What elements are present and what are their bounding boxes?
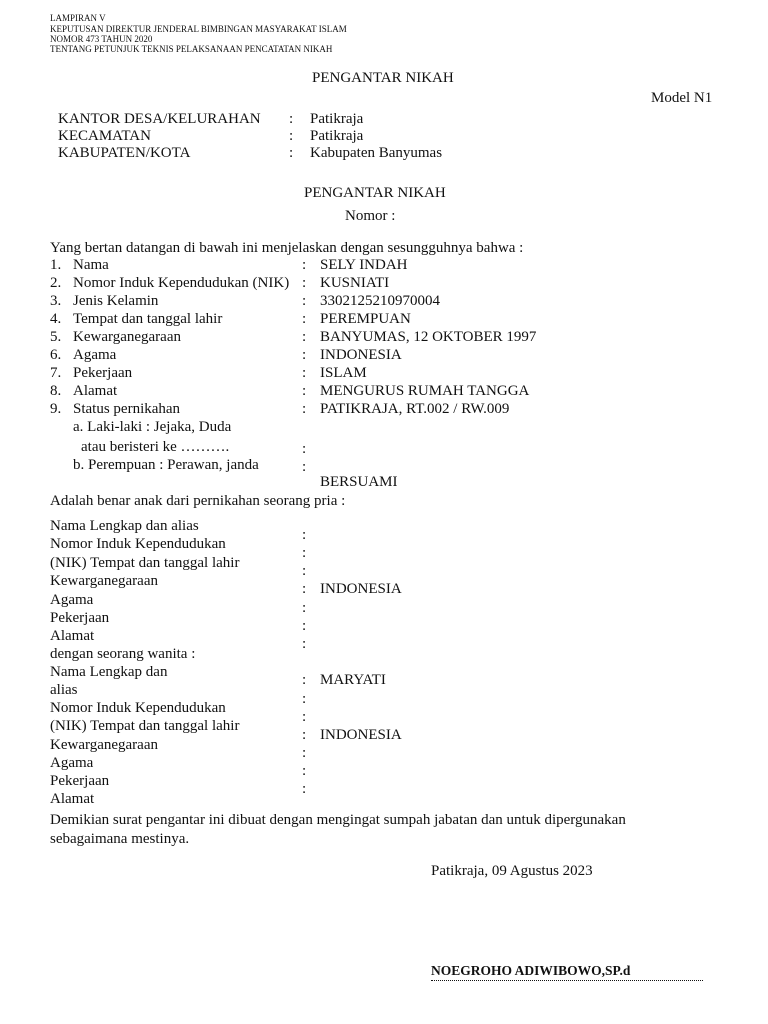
subject-colon: : (302, 293, 307, 309)
subject-value-gender: 3302125210970004 (320, 293, 440, 309)
subject-num: 2. (50, 275, 62, 291)
mother-nationality-value: INDONESIA (320, 727, 402, 743)
office-colon: : (289, 128, 294, 144)
mother-label: Nomor Induk Kependudukan (50, 700, 226, 716)
subject-value-occupation: ISLAM (320, 365, 367, 381)
subject-colon: : (302, 459, 307, 475)
father-label: (NIK) Tempat dan tanggal lahir (50, 555, 240, 571)
father-label: Agama (50, 592, 94, 608)
subject-label-birth: Tempat dan tanggal lahir (73, 311, 223, 327)
father-nationality-value: INDONESIA (320, 581, 402, 597)
mother-label: Pekerjaan (50, 773, 110, 789)
model-label: Model N1 (651, 90, 713, 106)
marital-sub-b: b. Perempuan : Perawan, janda (73, 457, 259, 473)
mother-colon: : (302, 763, 307, 779)
father-colon: : (302, 563, 307, 579)
header-line-3: NOMOR 473 TAHUN 2020 (50, 34, 153, 44)
signatory-name: NOEGROHO ADIWIBOWO,SP.d (431, 963, 703, 981)
mother-colon: : (302, 727, 307, 743)
subject-num: 7. (50, 365, 62, 381)
father-colon: : (302, 545, 307, 561)
subject-value-nationality: BANYUMAS, 12 OKTOBER 1997 (320, 329, 537, 345)
office-value-desa: Patikraja (310, 111, 364, 127)
subject-label-nama: Nama (73, 257, 109, 273)
header-line-4: TENTANG PETUNJUK TEKNIS PELAKSANAAN PENCATATAN NIKAH (50, 44, 333, 54)
mother-label: alias (50, 682, 78, 698)
subject-label-nik: Nomor Induk Kependudukan (NIK) (73, 275, 290, 291)
subject-colon: : (302, 441, 307, 457)
marital-status-value: BERSUAMI (320, 474, 398, 490)
header-line-1: LAMPIRAN V (50, 13, 106, 23)
subject-colon: : (302, 347, 307, 363)
subject-colon: : (302, 401, 307, 417)
subject-colon: : (302, 311, 307, 327)
parent-intro: Adalah benar anak dari pernikahan seorang pria : (50, 493, 346, 509)
mother-colon: : (302, 781, 307, 797)
office-colon: : (289, 111, 294, 127)
mother-label: Alamat (50, 791, 95, 807)
mother-colon: : (302, 672, 307, 688)
subject-num: 4. (50, 311, 62, 327)
office-value-kecamatan: Patikraja (310, 128, 364, 144)
subject-colon: : (302, 329, 307, 345)
mother-colon: : (302, 709, 307, 725)
intro-text: Yang bertan datangan di bawah ini menjelaskan dengan sesungguhnya bahwa : (50, 240, 524, 256)
subject-colon: : (302, 275, 307, 291)
father-label: Alamat (50, 628, 95, 644)
subject-num: 6. (50, 347, 62, 363)
subject-label-marital: Status pernikahan (73, 401, 181, 417)
office-label-desa: KANTOR DESA/KELURAHAN (58, 111, 261, 127)
place-date: Patikraja, 09 Agustus 2023 (431, 863, 593, 879)
document-title-top: PENGANTAR NIKAH (312, 70, 454, 86)
subject-colon: : (302, 257, 307, 273)
mother-colon: : (302, 691, 307, 707)
subject-value-nik: KUSNIATI (320, 275, 390, 291)
subject-value-address: MENGURUS RUMAH TANGGA (320, 383, 530, 399)
father-label: Nama Lengkap dan alias (50, 518, 199, 534)
father-colon: : (302, 581, 307, 597)
father-label: Nomor Induk Kependudukan (50, 536, 226, 552)
father-label: Kewarganegaraan (50, 573, 158, 589)
mother-colon: : (302, 745, 307, 761)
father-colon: : (302, 600, 307, 616)
office-value-kabupaten: Kabupaten Banyumas (310, 145, 443, 161)
marital-sub-a-1: a. Laki-laki : Jejaka, Duda (73, 419, 232, 435)
subject-label-gender: Jenis Kelamin (73, 293, 159, 309)
mother-label: (NIK) Tempat dan tanggal lahir (50, 718, 240, 734)
office-label-kecamatan: KECAMATAN (58, 128, 151, 144)
document-title-mid: PENGANTAR NIKAH (304, 185, 446, 201)
mother-intro: dengan seorang wanita : (50, 646, 196, 662)
mother-label: Nama Lengkap dan (50, 664, 168, 680)
father-colon: : (302, 527, 307, 543)
subject-label-address: Alamat (73, 383, 118, 399)
mother-name-value: MARYATI (320, 672, 386, 688)
nomor-label: Nomor : (345, 208, 396, 224)
subject-colon: : (302, 383, 307, 399)
mother-label: Kewarganegaraan (50, 737, 158, 753)
father-colon: : (302, 618, 307, 634)
office-label-kabupaten: KABUPATEN/KOTA (58, 145, 191, 161)
subject-colon: : (302, 365, 307, 381)
subject-value-marital: PATIKRAJA, RT.002 / RW.009 (320, 401, 510, 417)
header-line-2: KEPUTUSAN DIREKTUR JENDERAL BIMBINGAN MASYARAKAT ISLAM (50, 24, 347, 34)
subject-value-birth: PEREMPUAN (320, 311, 411, 327)
marital-sub-a-2: atau beristeri ke ………. (81, 439, 230, 455)
subject-num: 8. (50, 383, 62, 399)
office-colon: : (289, 145, 294, 161)
subject-value-religion: INDONESIA (320, 347, 402, 363)
subject-label-nationality: Kewarganegaraan (73, 329, 181, 345)
subject-num: 3. (50, 293, 62, 309)
mother-label: Agama (50, 755, 94, 771)
subject-num: 9. (50, 401, 62, 417)
subject-label-religion: Agama (73, 347, 117, 363)
subject-label-occupation: Pekerjaan (73, 365, 133, 381)
subject-num: 5. (50, 329, 62, 345)
subject-num: 1. (50, 257, 62, 273)
subject-value-nama: SELY INDAH (320, 257, 408, 273)
closing-line-2: sebagaimana mestinya. (50, 831, 190, 847)
closing-line-1: Demikian surat pengantar ini dibuat dengan mengingat sumpah jabatan dan untuk dipergunakan (50, 812, 626, 828)
father-label: Pekerjaan (50, 610, 110, 626)
father-colon: : (302, 636, 307, 652)
